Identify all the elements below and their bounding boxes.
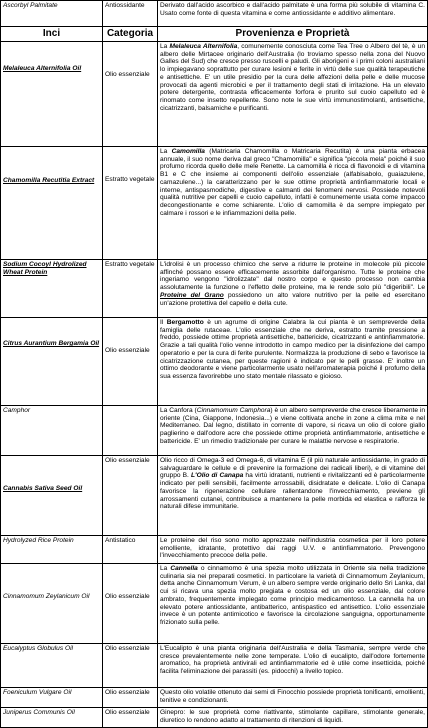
description: La Camomilla (Matricaria Chamomilla o Matricaria Recutita) è una pianta erbacea annuale, il suo nome deriva dal greco "Chamomilla" e significa "piccola mela" poiché il suo profumo ricorda quello delle mele Renette. La camomilla è ricca di flavonoidi e di vitamina B1 e C che insieme ai componenti dell'olio essenziale (alfabisabolo, guaiazulene, camazulene...) la caratterizzano per le sue ottime proprietà antinfiammatorie locali e interne, antispasmodiche, digestive e calmanti dei fenomeni nervosi. Possiede notevoli qualità nutritive per capelli e cuoio capelluto, infatti è comunemente usata come impacco decongestionante e come schiarente. L'olio di camomilla è da sempre impiegato per calmare i rossori e le infiammazioni della pelle. <box>158 147 428 260</box>
category: Olio essenziale <box>105 347 150 354</box>
category: Estratto vegetale <box>105 176 155 183</box>
inci-name: Cinnamomum Zeylanicum Oil <box>3 593 90 600</box>
inci-name: Eucalyptus Globulus Oil <box>1 644 103 688</box>
table-row <box>1 688 428 708</box>
description: Olio ricco di Omega-3 ed Omega-6, di vitamina E (il più naturale antiossidante, in grado di salvaguardare le cellule e di prevenire la formazione dei radicali liberi), e di vitamine del gruppo B. L'Olio di Canapa ha virtù idratanti, nutrienti e rivitalizzanti ed è particolarmente indicato per pelli sensibili, facilmente arrossabili, disidratate e delicate. L'olio di Canapa favorisce la rigenerazione cellulare rallentandone l'invecchiamento, previene gli arrossamenti cutanei, contribuisce a mantenere la pelle morbida ed elastica e rafforza le naturali difese immunitarie. <box>158 456 428 536</box>
table-row <box>1 564 428 644</box>
description: L'idrolisi è un processo chimico che serve a ridurre le proteine in molecole più piccole affinché possano essere efficacemente assorbite dall'organismo. Tutte le proteine che ingeriamo vengono "idrolizzate" dal nostro corpo e questo processo non cambia assolutamente la funzione o l'effetto delle proteine, ma le rende solo più "digeribili". Le Proteine del Grano possiedono un alto valore nutritivo per la pelle ed esercitano un'azione protettiva del capello e della cute. <box>158 260 428 318</box>
description: La Melaleuca Alternifolia, comunemente conosciuta come Tea Tree o Albero del tè, è un albero delle Mirtacee originario dell'Australia (lo troviamo spesso nella zona del Nuovo Galles del Sud) che cresce presso ruscelli e paludi. Gli aborigeni e i primi coloni australiani lo impiegavano soprattutto per curare lesioni e ferite in virtù delle sue qualità terapeutiche e antisettiche. E' un utile presidio per la cura delle affezioni della pelle e delle mucose provocati da agenti microbici e per il trattamento degli stati di irritazione. Ha un elevato potere detergente, contrasta efficacemente forfora e prurito sul cuoio capelluto ed è rinomato come insetto repellente. Sono note le sue virtù immunostimolanti, antisettiche, cicatrizzanti, balsamiche e purificanti. <box>158 42 428 147</box>
inci-name: Citrus Aurantium Bergamia Oil <box>3 340 100 347</box>
inci-name: Sodium Cocoyl Hydrolized Wheat Protein <box>1 260 103 318</box>
table-row <box>1 318 428 406</box>
header-inci: Inci <box>1 27 103 42</box>
inci-name: Melaleuca Alternifolia Oil <box>3 65 82 72</box>
inci-name: Chamomilla Recutitia Extract <box>3 177 95 184</box>
description: La Cannella o cinnamomo è una spezia molto utilizzata in Oriente sia nella tradizione culinaria sia nei preparati cosmetici. In particolare la varietà di Cinnamomum Zeylanicum, detta anche Cinnamomum Verum, è un albero sempre verde originario dello Sri Lanka, dal cui si ricava una spezia molto pregiata e costosa ed un olio essenziale, dal colore ambrato, frequentemente impiegato come principio medicamentoso. La cannella ha un elevato potere antiossidante, antibatterico, antispastico ed antisettico. L'olio essenziale invece è un potente antimicotico e favorisce la circolazione sanguigna, opportunamente frizionato sulla pelle. <box>158 564 428 644</box>
table-row <box>1 42 428 147</box>
inci-name: Ascorbyl Palmitate <box>1 1 103 27</box>
table-row <box>1 1 428 27</box>
category: Estratto vegetale <box>103 260 158 318</box>
description: La Canfora (Cinnamomum Camphora) è un albero sempreverde che cresce liberamente in oriente (Cina, Giappone, Indonesia...) e viene coltivata anche in zone a clima mite e nel Mediterraneo. Dal legno, distillato in corrente di vapore, si ricava un olio di colore giallo paglierino e dall'odore acre che possiede ottime proprietà antinfiammatorie, antisettiche e battericide. E' un rimedio tradizionale per curare le malattie nervose e respiratorie. <box>158 406 428 456</box>
category: Olio essenziale <box>103 456 158 536</box>
description: Il Bergamotto è un agrume di origine Calabra la cui pianta è un sempreverde della famiglia delle rutaceae. L'olio essenziale che ne deriva, estratto tramite pressione a freddo, possiede ottime proprietà antisettiche, battericide, cicatrizzanti e antinfiammatorie. Grazie a tali qualità l'olio venne introdotto in campo medico per la disinfezione del campo operatorio e per la cura di ferite purulente. Normalizza la produzione di sebo e favorisce la cicatrizzazione cutanea, per queste ragioni è indicato per le pelli grasse. E' inoltre un ottimo deodorante e viene particolarmente usato nell'aromaterapia poiché il profumo della sua essenza favorirebbe uno stato mentale rilassato e gioioso. <box>158 318 428 406</box>
table-header-row <box>1 27 428 42</box>
table-row <box>1 536 428 564</box>
inci-name: Camphor <box>1 406 103 456</box>
category: Antiossidante <box>103 1 158 27</box>
category <box>103 406 158 456</box>
description: Le proteine del riso sono molto apprezzate nell'industria cosmetica per il loro potere emolliente, idratante, protettivo dai raggi U.V. e antinfiammatorio. Prevengono l'invecchiamento precoce della pelle. <box>158 536 428 564</box>
category: Olio essenziale <box>105 71 150 78</box>
inci-name: Juniperus Communis Oil <box>1 708 103 728</box>
table-row <box>1 708 428 728</box>
table-row <box>1 260 428 318</box>
table-row <box>1 147 428 260</box>
category: Antistatico <box>103 536 158 564</box>
table-row <box>1 406 428 456</box>
header-provenance: Provenienza e Proprietà <box>158 27 428 42</box>
category: Olio essenziale <box>105 593 150 600</box>
table-row <box>1 644 428 688</box>
description: Questo olio volatile ottenuto dai semi di Finocchio possiede proprietà tonificanti, emollienti, tenitive e condizionanti. <box>158 688 428 708</box>
category: Olio essenziale <box>103 708 158 728</box>
inci-name: Cannabis Sativa Seed Oil <box>3 485 83 492</box>
table-row <box>1 456 428 536</box>
inci-name: Hydrolyzed Rice Protein <box>1 536 103 564</box>
category: Olio essenziale <box>103 688 158 708</box>
category: Olio essenziale <box>103 644 158 688</box>
description: L'Eucalipto è una pianta originaria dell'Australia e della Tasmania, sempre verde che cresce prevalentemente nelle zone temperate. L'olio di eucalipto, dall'odore fortemente aromatico, ha proprietà antivirali ed antinfiammatorie ed è utile come insetticida, poiché facilita l'eliminazione dei parassiti (es. pidocchi) a livello topico. <box>158 644 428 688</box>
description: Derivato dall'acido ascorbico e dall'acido palmitate è una forma più solubile di vitamina C. Usato come fonte di questa vitamina e come antiossidante e additivo alimentare. <box>158 1 428 27</box>
description: Ginepro: le sue proprietà come riattivante, stimolante capillare, stimolante generale, diuretico lo rendono adatto al trattamento di ritenzioni di liquidi. <box>158 708 428 728</box>
header-category: Categoria <box>103 27 158 42</box>
inci-name: Foeniculum Vulgare Oil <box>1 688 103 708</box>
